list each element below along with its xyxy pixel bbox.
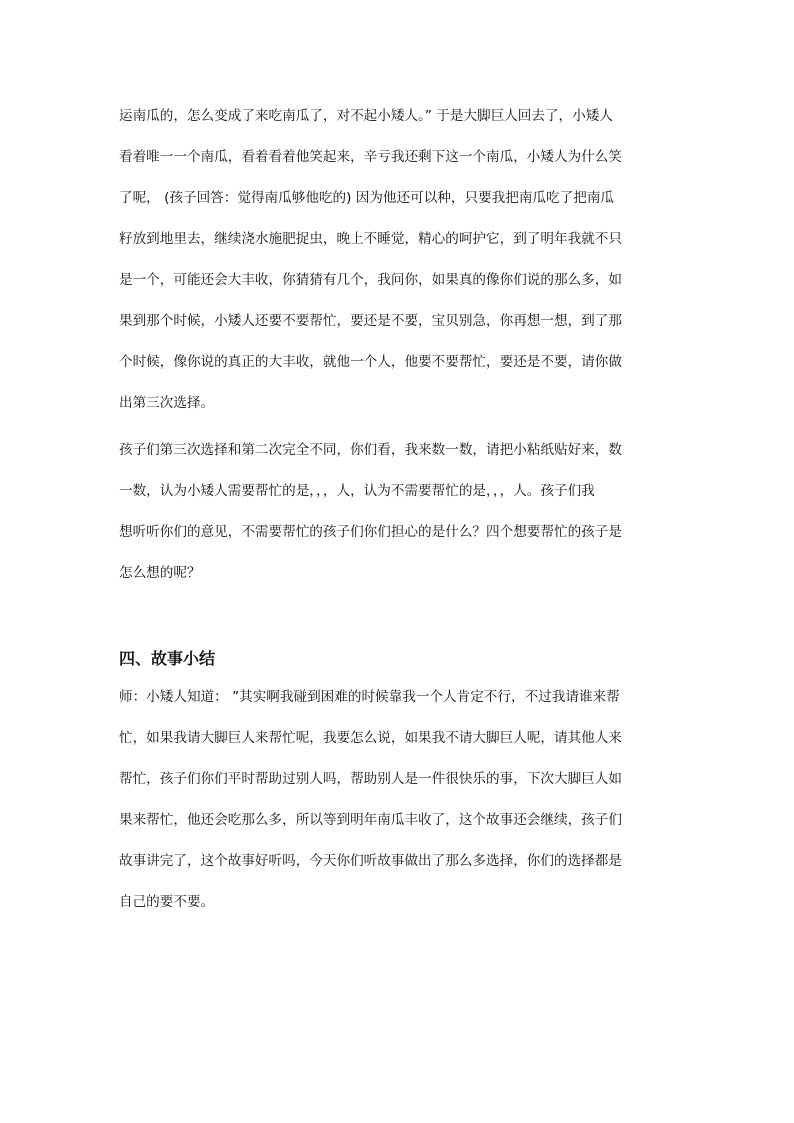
text-line: 出第三次选择。	[119, 395, 215, 411]
text-line: 孩子们第三次选择和第二次完全不同，你们看，我来数一数，请把小粘纸贴好来，数	[119, 442, 622, 458]
summary-paragraph	[119, 687, 667, 912]
text-line: 个时候，像你说的真正的大丰收，就他一个人，他要不要帮忙，要还是不要，请你做	[119, 354, 622, 370]
text-line: 想听听你们的意见，不需要帮忙的孩子们你们担心的是什么？四个想要帮忙的孩子是	[119, 524, 622, 540]
text-line: 是一个，可能还会大丰收，你猜猜有几个，我问你，如果真的像你们说的那么多，如	[119, 272, 622, 288]
text-line: 师：小矮人知道： ”其实啊我碰到困难的时候靠我一个人肯定不行，不过我请谁来帮	[119, 689, 620, 705]
text-line: 怎么想的呢？	[119, 565, 201, 581]
story-paragraph-2	[119, 440, 667, 583]
text-line: 看着唯一一个南瓜，看着看着他笑起来，辛亏我还剩下这一个南瓜，小矮人为什么笑	[119, 149, 622, 165]
text-line: 果到那个时候，小矮人还要不要帮忙，要还是不要，宝贝别急，你再想一想，到了那	[119, 313, 622, 329]
text-line: 果来帮忙，他还会吃那么多，所以等到明年南瓜丰收了，这个故事还会继续，孩子们	[119, 812, 622, 828]
text-line: 了呢， (孩子回答：觉得南瓜够他吃的) 因为他还可以种，只要我把南瓜吃了把南瓜	[119, 190, 615, 206]
text-line: 忙，如果我请大脚巨人来帮忙呢，我要怎么说，如果我不请大脚巨人呢，请其他人来	[119, 730, 622, 746]
text-line: 自己的要不要。	[119, 894, 215, 910]
text-line: 一数，认为小矮人需要帮忙的是，，，人，认为不需要帮忙的是，，，人。孩子们我	[119, 483, 595, 499]
text-line: 运南瓜的，怎么变成了来吃南瓜了，对不起小矮人。” 于是大脚巨人回去了，小矮人	[119, 108, 613, 124]
text-line: 故事讲完了，这个故事好听吗，今天你们听故事做出了那么多选择，你们的选择都是	[119, 853, 622, 869]
section-heading: 四、故事小结	[119, 649, 216, 668]
text-line: 籽放到地里去，继续浇水施肥捉虫，晚上不睡觉，精心的呵护它，到了明年我就不只	[119, 231, 622, 247]
text-line: 帮忙，孩子们你们平时帮助过别人吗，帮助别人是一件很快乐的事，下次大脚巨人如	[119, 771, 622, 787]
story-paragraph-1	[119, 106, 667, 413]
